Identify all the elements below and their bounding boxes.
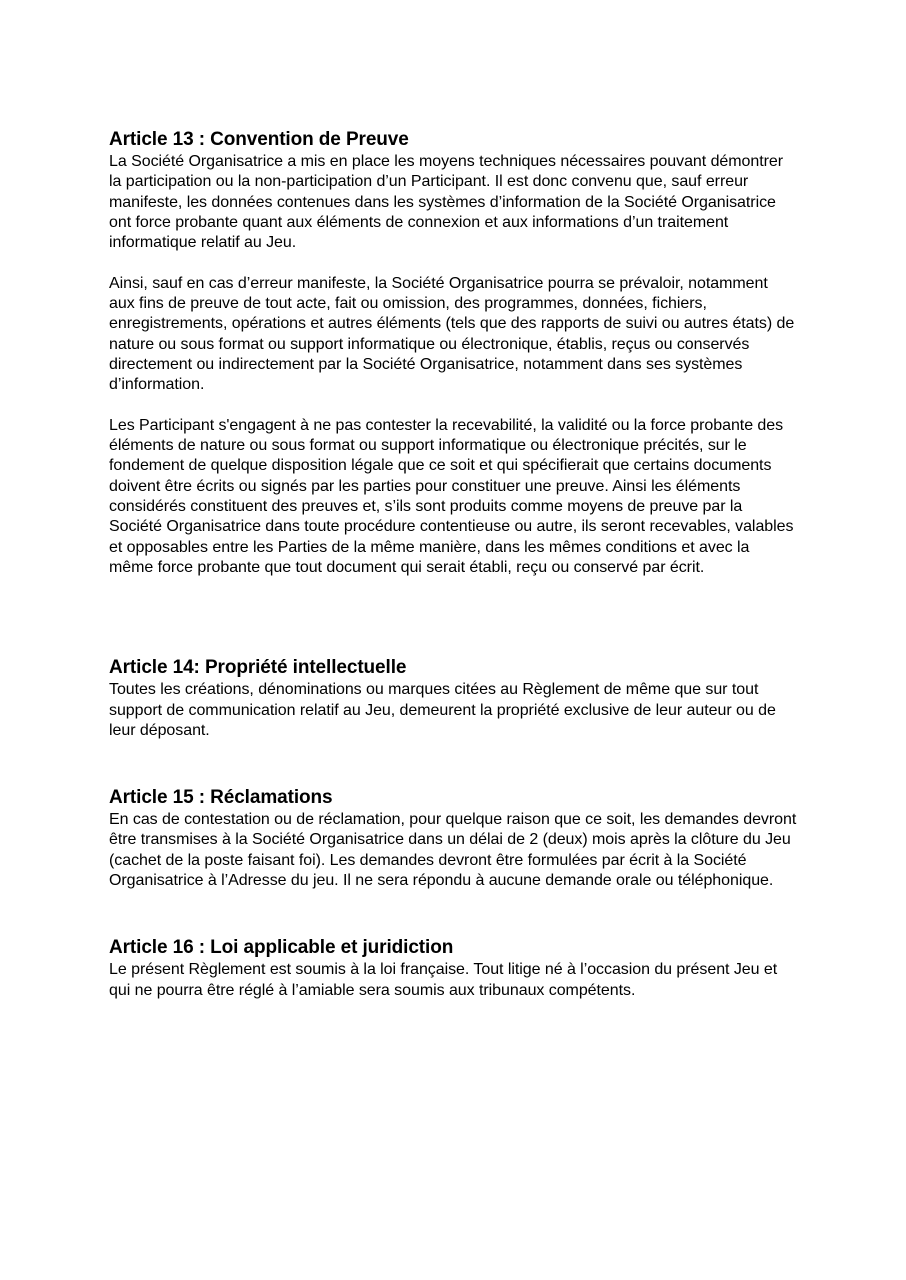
article-13	[109, 128, 797, 578]
article-13-paragraph-1: La Société Organisatrice a mis en place les moyens techniques nécessaires pouvant démontrer la participation ou la non-participation d’un Participant. Il est donc convenu que, sauf erreur manifeste, les données contenues dans les systèmes d’information de la Société Organisatrice ont force probante quant aux éléments de connexion et aux informations d’un traitement informatique relatif au Jeu.	[109, 153, 784, 252]
article-16-heading: Article 16 : Loi applicable et juridiction	[109, 937, 454, 959]
article-15	[109, 786, 797, 891]
article-15-paragraph-1: En cas de contestation ou de réclamation, pour quelque raison que ce soit, les demandes devront être transmises à la Société Organisatrice dans un délai de 2 (deux) mois après la clôture du Jeu (cachet de la poste faisant foi). Les demandes devront être formulées par écrit à la Société Organisatrice à l’Adresse du jeu. Il ne sera répondu à aucune demande orale ou téléphonique.	[109, 811, 797, 890]
article-14-heading: Article 14: Propriété intellectuelle	[109, 657, 407, 679]
section-spacer	[109, 578, 797, 656]
article-13-heading: Article 13 : Convention de Preuve	[109, 129, 409, 150]
section-spacer	[109, 891, 797, 936]
article-16	[109, 936, 797, 1001]
article-15-heading: Article 15 : Réclamations	[109, 787, 333, 809]
article-14-paragraph-1: Toutes les créations, dénominations ou marques citées au Règlement de même que sur tout support de communication relatif au Jeu, demeurent la propriété exclusive de leur auteur ou de leur déposant.	[109, 681, 776, 739]
article-13-paragraph-3: Les Participant s'engagent à ne pas contester la recevabilité, la validité ou la force probante des éléments de nature ou sous format ou support informatique ou électronique précités, sur le fondement de quelque disposition légale que ce soit et qui spécifierait que certains documents doivent être écrits ou signés par les parties pour constituer une preuve. Ainsi les éléments considérés constituent des preuves et, s’ils sont produits comme moyens de preuve par la Société Organisatrice dans toute procédure contentieuse ou autre, ils seront recevables, valables et opposables entre les Parties de la même manière, dans les mêmes conditions et avec la même force probante que tout document qui serait établi, reçu ou conservé par écrit.	[109, 416, 794, 576]
section-spacer	[109, 741, 797, 786]
article-14	[109, 656, 797, 741]
article-15-body	[109, 810, 797, 891]
article-14-body	[109, 680, 797, 741]
article-16-paragraph-1: Le présent Règlement est soumis à la loi française. Tout litige né à l’occasion du présent Jeu et qui ne pourra être réglé à l’amiable sera soumis aux tribunaux compétents.	[109, 961, 778, 999]
document-content	[109, 128, 797, 1001]
article-16-body	[109, 960, 797, 1001]
article-13-body	[109, 152, 797, 578]
article-13-paragraph-2: Ainsi, sauf en cas d’erreur manifeste, la Société Organisatrice pourra se prévaloir, notamment aux fins de preuve de tout acte, fait ou omission, des programmes, données, fichiers, enregistrements, opérations et autres éléments (tels que des rapports de suivi ou autres états) de nature ou sous format ou support informatique ou électronique, établis, reçus ou conservés directement ou indirectement par la Société Organisatrice, notamment dans ses systèmes d’information.	[109, 274, 795, 394]
